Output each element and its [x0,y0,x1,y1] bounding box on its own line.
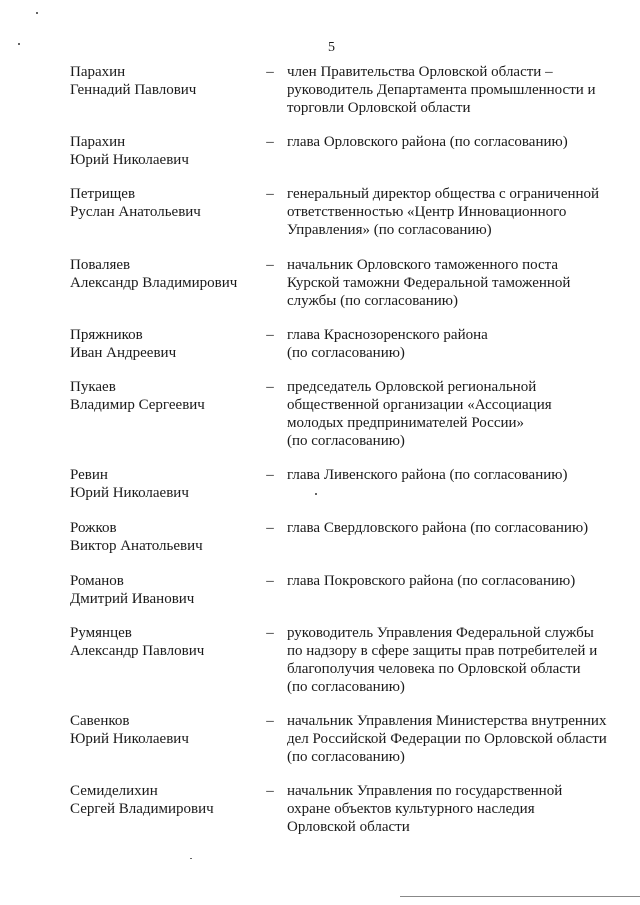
dash: – [266,713,274,729]
role-line: глава Орловского района (по согласованию) [287,134,568,150]
given-names: Юрий Николаевич [70,731,189,747]
given-names: Геннадий Павлович [70,82,197,98]
role-line: ответственностью «Центр Инновационного [287,204,567,220]
role-line: службы (по согласованию) [287,293,458,309]
role-line: охране объектов культурного наследия [287,801,535,817]
role-line: член Правительства Орловской области – [287,64,553,80]
surname: Савенков [70,713,130,729]
dash: – [266,64,274,80]
role-line: (по согласованию) [287,749,405,765]
dash: – [266,327,274,343]
member-role [287,782,617,836]
surname: Петрищев [70,186,136,202]
role-line: руководитель Управления Федеральной службы [287,625,594,641]
role-line: глава Свердловского района (по согласованию) [287,520,589,536]
role-line: дел Российской Федерации по Орловской области [287,731,607,747]
member-name [70,378,250,414]
surname: Ревин [70,467,108,483]
dash: – [266,134,274,150]
dash: – [266,379,274,395]
member-role [287,466,617,484]
surname: Рожков [70,520,117,536]
scan-speck [36,12,38,14]
member-role [287,133,617,151]
member-name [70,782,250,818]
member-name [70,256,250,292]
given-names: Юрий Николаевич [70,485,189,501]
member-role [287,572,617,590]
member-name [70,624,250,660]
given-names: Дмитрий Иванович [70,591,195,607]
role-line: (по согласованию) [287,679,405,695]
scan-speck [315,493,317,495]
role-line: торговли Орловской области [287,100,471,116]
member-role [287,378,617,450]
dash: – [266,783,274,799]
dash: – [266,257,274,273]
member-name [70,712,250,748]
dash: – [266,467,274,483]
surname: Семиделихин [70,783,158,799]
role-line: начальник Орловского таможенного поста [287,257,559,273]
member-role [287,185,617,239]
given-names: Владимир Сергеевич [70,397,205,413]
member-name [70,133,250,169]
given-names: Юрий Николаевич [70,152,189,168]
role-line: по надзору в сфере защиты прав потребителей и [287,643,598,659]
member-role [287,256,617,310]
member-name [70,572,250,608]
member-name [70,63,250,99]
surname: Румянцев [70,625,132,641]
role-line: общественной организации «Ассоциация [287,397,552,413]
scan-speck [190,858,192,859]
member-role [287,712,617,766]
member-role [287,519,617,537]
role-line: благополучия человека по Орловской области [287,661,581,677]
role-line: начальник Управления Министерства внутренних [287,713,607,729]
given-names: Виктор Анатольевич [70,538,203,554]
member-name [70,185,250,221]
role-line: председатель Орловской региональной [287,379,537,395]
given-names: Иван Андреевич [70,345,177,361]
surname: Парахин [70,134,126,150]
role-line: глава Ливенского района (по согласованию) [287,467,568,483]
surname: Пряжников [70,327,143,343]
role-line: генеральный директор общества с ограниченной [287,186,600,202]
role-line: молодых предпринимателей России» [287,415,525,431]
page-number: 5 [328,40,335,55]
surname: Романов [70,573,124,589]
member-role [287,63,617,117]
dash: – [266,520,274,536]
given-names: Руслан Анатольевич [70,204,201,220]
role-line: Курской таможни Федеральной таможенной [287,275,571,291]
role-line: начальник Управления по государственной [287,783,563,799]
member-role [287,624,617,696]
given-names: Сергей Владимирович [70,801,214,817]
role-line: (по согласованию) [287,433,405,449]
surname: Парахин [70,64,126,80]
role-line: Управления» (по согласованию) [287,222,492,238]
given-names: Александр Владимирович [70,275,238,291]
role-line: глава Краснозоренского района [287,327,488,343]
dash: – [266,573,274,589]
role-line: руководитель Департамента промышленности и [287,82,596,98]
member-name [70,466,250,502]
role-line: (по согласованию) [287,345,405,361]
dash: – [266,186,274,202]
surname: Поваляев [70,257,131,273]
given-names: Александр Павлович [70,643,205,659]
dash: – [266,625,274,641]
member-name [70,326,250,362]
member-name [70,519,250,555]
bottom-rule [400,896,640,897]
surname: Пукаев [70,379,116,395]
role-line: Орловской области [287,819,410,835]
member-role [287,326,617,362]
role-line: глава Покровского района (по согласованию) [287,573,576,589]
scan-speck [18,43,20,45]
